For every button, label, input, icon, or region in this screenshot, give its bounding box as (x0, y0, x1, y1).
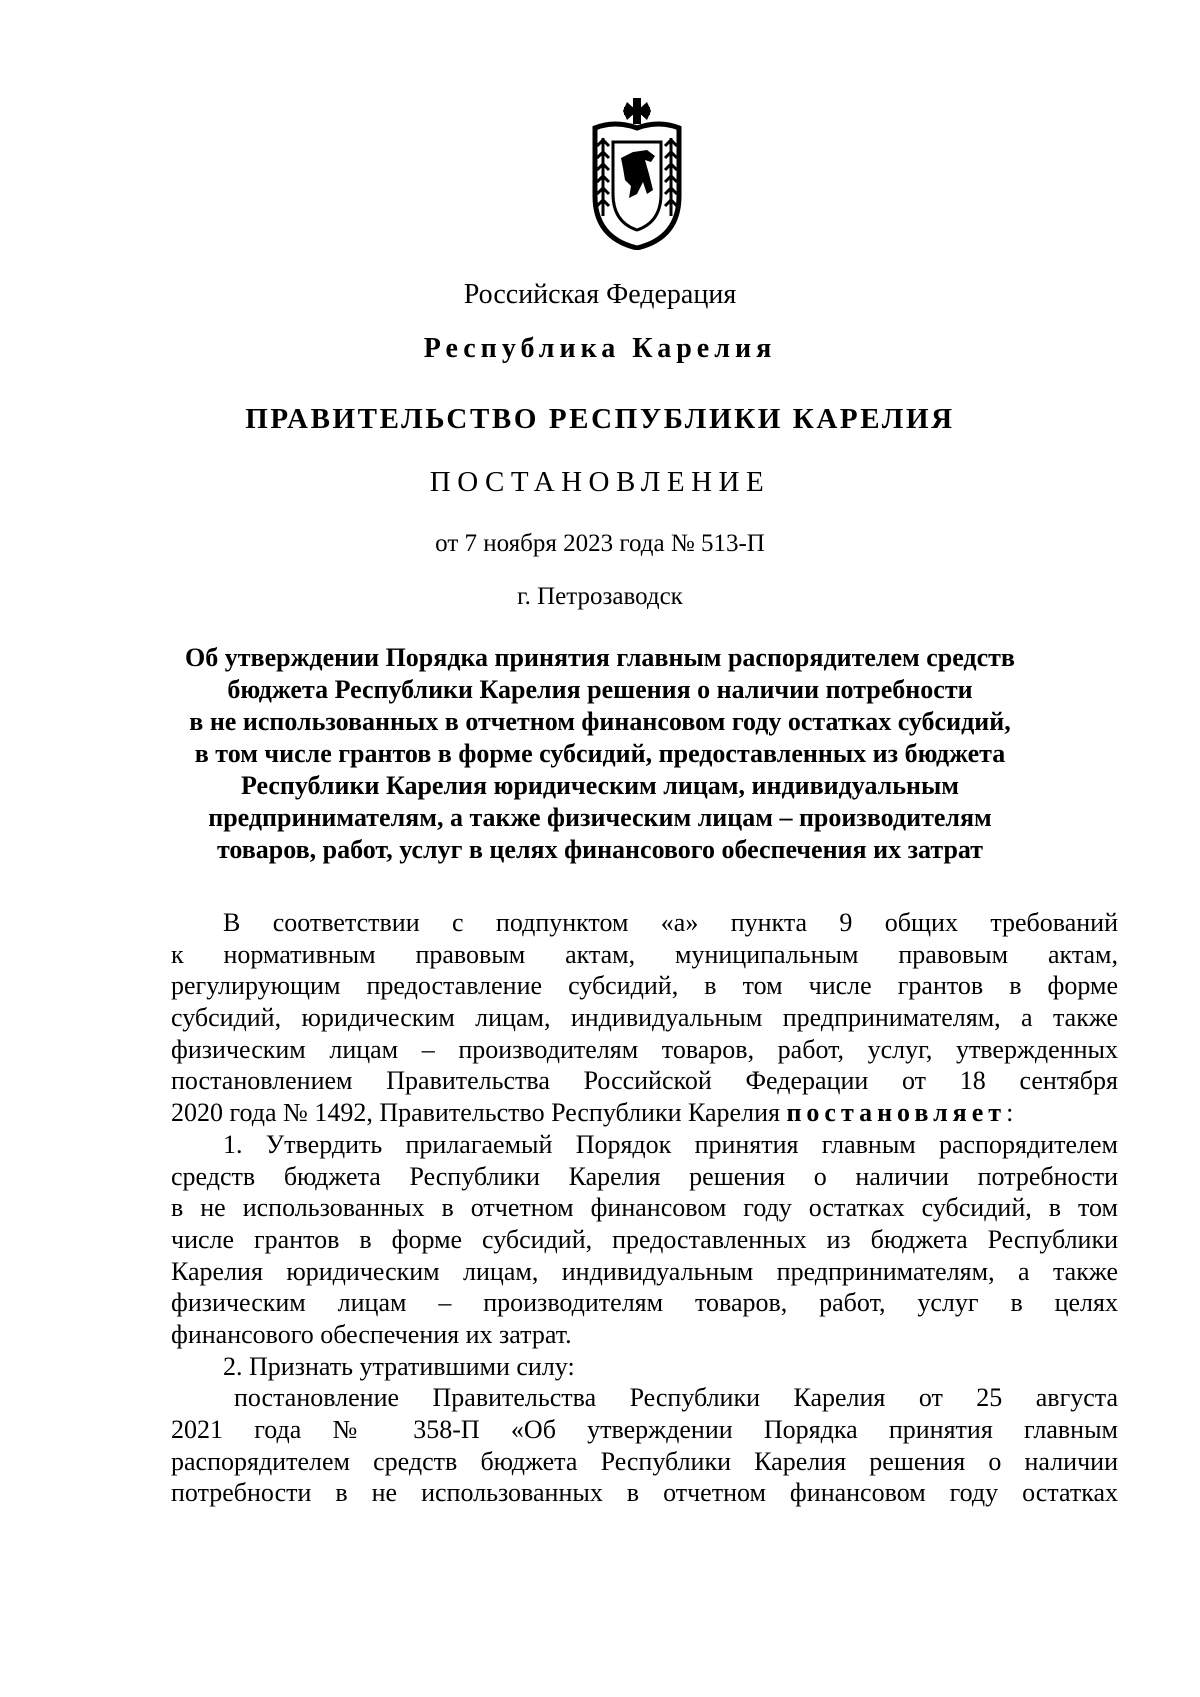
body-line: 2. Признать утратившими силу: (223, 1351, 575, 1381)
body-line: постановление Правительства Республики Карелия от 25 августа (234, 1383, 1118, 1413)
body-line (171, 1097, 1118, 1129)
government-name: ПРАВИТЕЛЬСТВО РЕСПУБЛИКИ КАРЕЛИЯ (245, 403, 955, 435)
country-name: Российская Федерация (463, 279, 737, 310)
body-line: субсидий, юридическим лицам, индивидуальным предпринимателям, а также (171, 1003, 1118, 1033)
body-line: постановлением Правительства Российской Федерации от 18 сентября (171, 1066, 1118, 1096)
body-line: Карелия юридическим лицам, индивидуальным предпринимателям, а также (171, 1256, 1118, 1286)
resolves-colon: : (1006, 1098, 1014, 1128)
document-type: ПОСТАНОВЛЕНИЕ (429, 466, 771, 498)
title-line: в том числе грантов в форме субсидий, предоставленных из бюджета (194, 739, 1006, 768)
title-line: бюджета Республики Карелия решения о наличии потребности (227, 675, 973, 704)
body-line: физическим лицам – производителям товаров, работ, услуг, утвержденных (171, 1034, 1118, 1064)
title-line: Об утверждении Порядка принятия главным распорядителем средств (185, 643, 1015, 672)
document-body (171, 907, 1118, 1509)
title-line: в не использованных в отчетном финансовом году остатках субсидий, (189, 707, 1011, 736)
body-line: средств бюджета Республики Карелия решения о наличии потребности (171, 1161, 1118, 1191)
body-line: числе грантов в форме субсидий, предоставленных из бюджета Республики (171, 1224, 1118, 1254)
body-line: в не использованных в отчетном финансовом году остатках субсидий, в том (171, 1193, 1118, 1223)
resolves-word: постановляет (786, 1098, 1007, 1128)
body-line: регулирующим предоставление субсидий, в том числе грантов в форме (171, 971, 1118, 1001)
republic-name: Республика Карелия (423, 333, 777, 364)
document-title (150, 642, 1050, 866)
body-line: потребности в не использованных в отчетном финансовом году остатках (171, 1478, 1118, 1508)
body-line: к нормативным правовым актам, муниципальным правовым актам, (171, 939, 1118, 969)
body-line: физическим лицам – производителям товаров, работ, услуг в целях (171, 1288, 1118, 1318)
title-line: товаров, работ, услуг в целях финансового обеспечения их затрат (216, 835, 984, 864)
coat-of-arms-icon (589, 98, 685, 250)
body-line: 2021 года № 358-П «Об утверждении Порядка принятия главным (171, 1415, 1118, 1444)
body-line-text: 2020 года № 1492, Правительство Республики Карелия (171, 1098, 780, 1128)
body-line: В соответствии с подпунктом «а» пункта 9 общих требований (223, 908, 1118, 937)
body-line: 1. Утвердить прилагаемый Порядок принятия главным распорядителем (223, 1129, 1118, 1159)
title-line: Республики Карелия юридическим лицам, индивидуальным (240, 771, 959, 800)
document-city: г. Петрозаводск (517, 583, 683, 610)
body-line: распорядителем средств бюджета Республики Карелия решения о наличии (171, 1446, 1118, 1476)
title-line: предпринимателям, а также физическим лицам – производителям (208, 803, 992, 832)
document-date-number: от 7 ноября 2023 года № 513-П (435, 530, 765, 557)
body-line: финансового обеспечения их затрат. (171, 1319, 572, 1349)
